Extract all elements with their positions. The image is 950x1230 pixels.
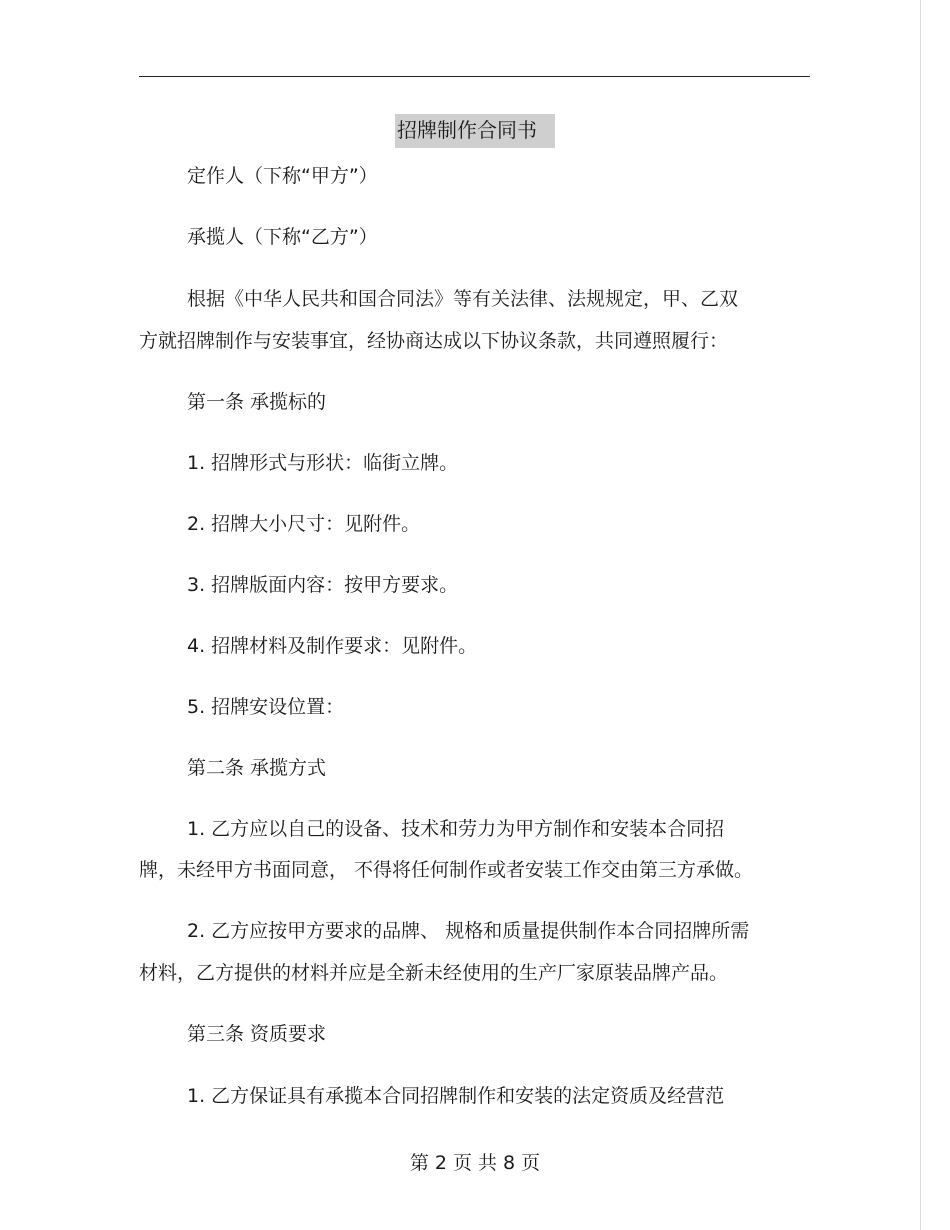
article-2-item-1-line-2: 牌，未经甲方书面同意， 不得将任何制作或者安装工作交由第三方承做。 [139, 859, 754, 881]
article-1-item-5: 5. 招牌安设位置： [187, 696, 345, 718]
party-b-line: 承揽人（下称“乙方”） [187, 226, 378, 248]
preamble-line-2: 方就招牌制作与安装事宜，经协商达成以下协议条款，共同遵照履行： [139, 330, 729, 352]
page-footer: 第 2 页 共 8 页 [409, 1152, 541, 1174]
title-container [0, 114, 950, 148]
article-1-item-1: 1. 招牌形式与形状：临街立牌。 [187, 452, 459, 474]
header-rule [139, 76, 810, 77]
article-2-item-2-line-1: 2. 乙方应按甲方要求的品牌、 规格和质量提供制作本合同招牌所需 [187, 920, 750, 942]
page-edge-divider [920, 0, 921, 1230]
article-3-item-1-line-1: 1. 乙方保证具有承揽本合同招牌制作和安装的法定资质及经营范 [187, 1085, 725, 1107]
document-title: 招牌制作合同书 [395, 114, 555, 148]
article-3-heading: 第三条 资质要求 [187, 1023, 327, 1045]
article-2-item-2-line-2: 材料，乙方提供的材料并应是全新未经使用的生产厂家原装品牌产品。 [139, 962, 729, 984]
article-1-item-4: 4. 招牌材料及制作要求：见附件。 [187, 635, 478, 657]
article-2-item-1-line-1: 1. 乙方应以自己的设备、技术和劳力为甲方制作和安装本合同招 [187, 818, 725, 840]
preamble-line-1: 根据《中华人民共和国合同法》等有关法律、法规规定，甲、乙双 [187, 288, 739, 310]
article-1-heading: 第一条 承揽标的 [187, 391, 327, 413]
article-1-item-2: 2. 招牌大小尺寸：见附件。 [187, 513, 421, 535]
party-a-line: 定作人（下称“甲方”） [187, 165, 378, 187]
article-1-item-3: 3. 招牌版面内容：按甲方要求。 [187, 574, 459, 596]
article-2-heading: 第二条 承揽方式 [187, 757, 327, 779]
